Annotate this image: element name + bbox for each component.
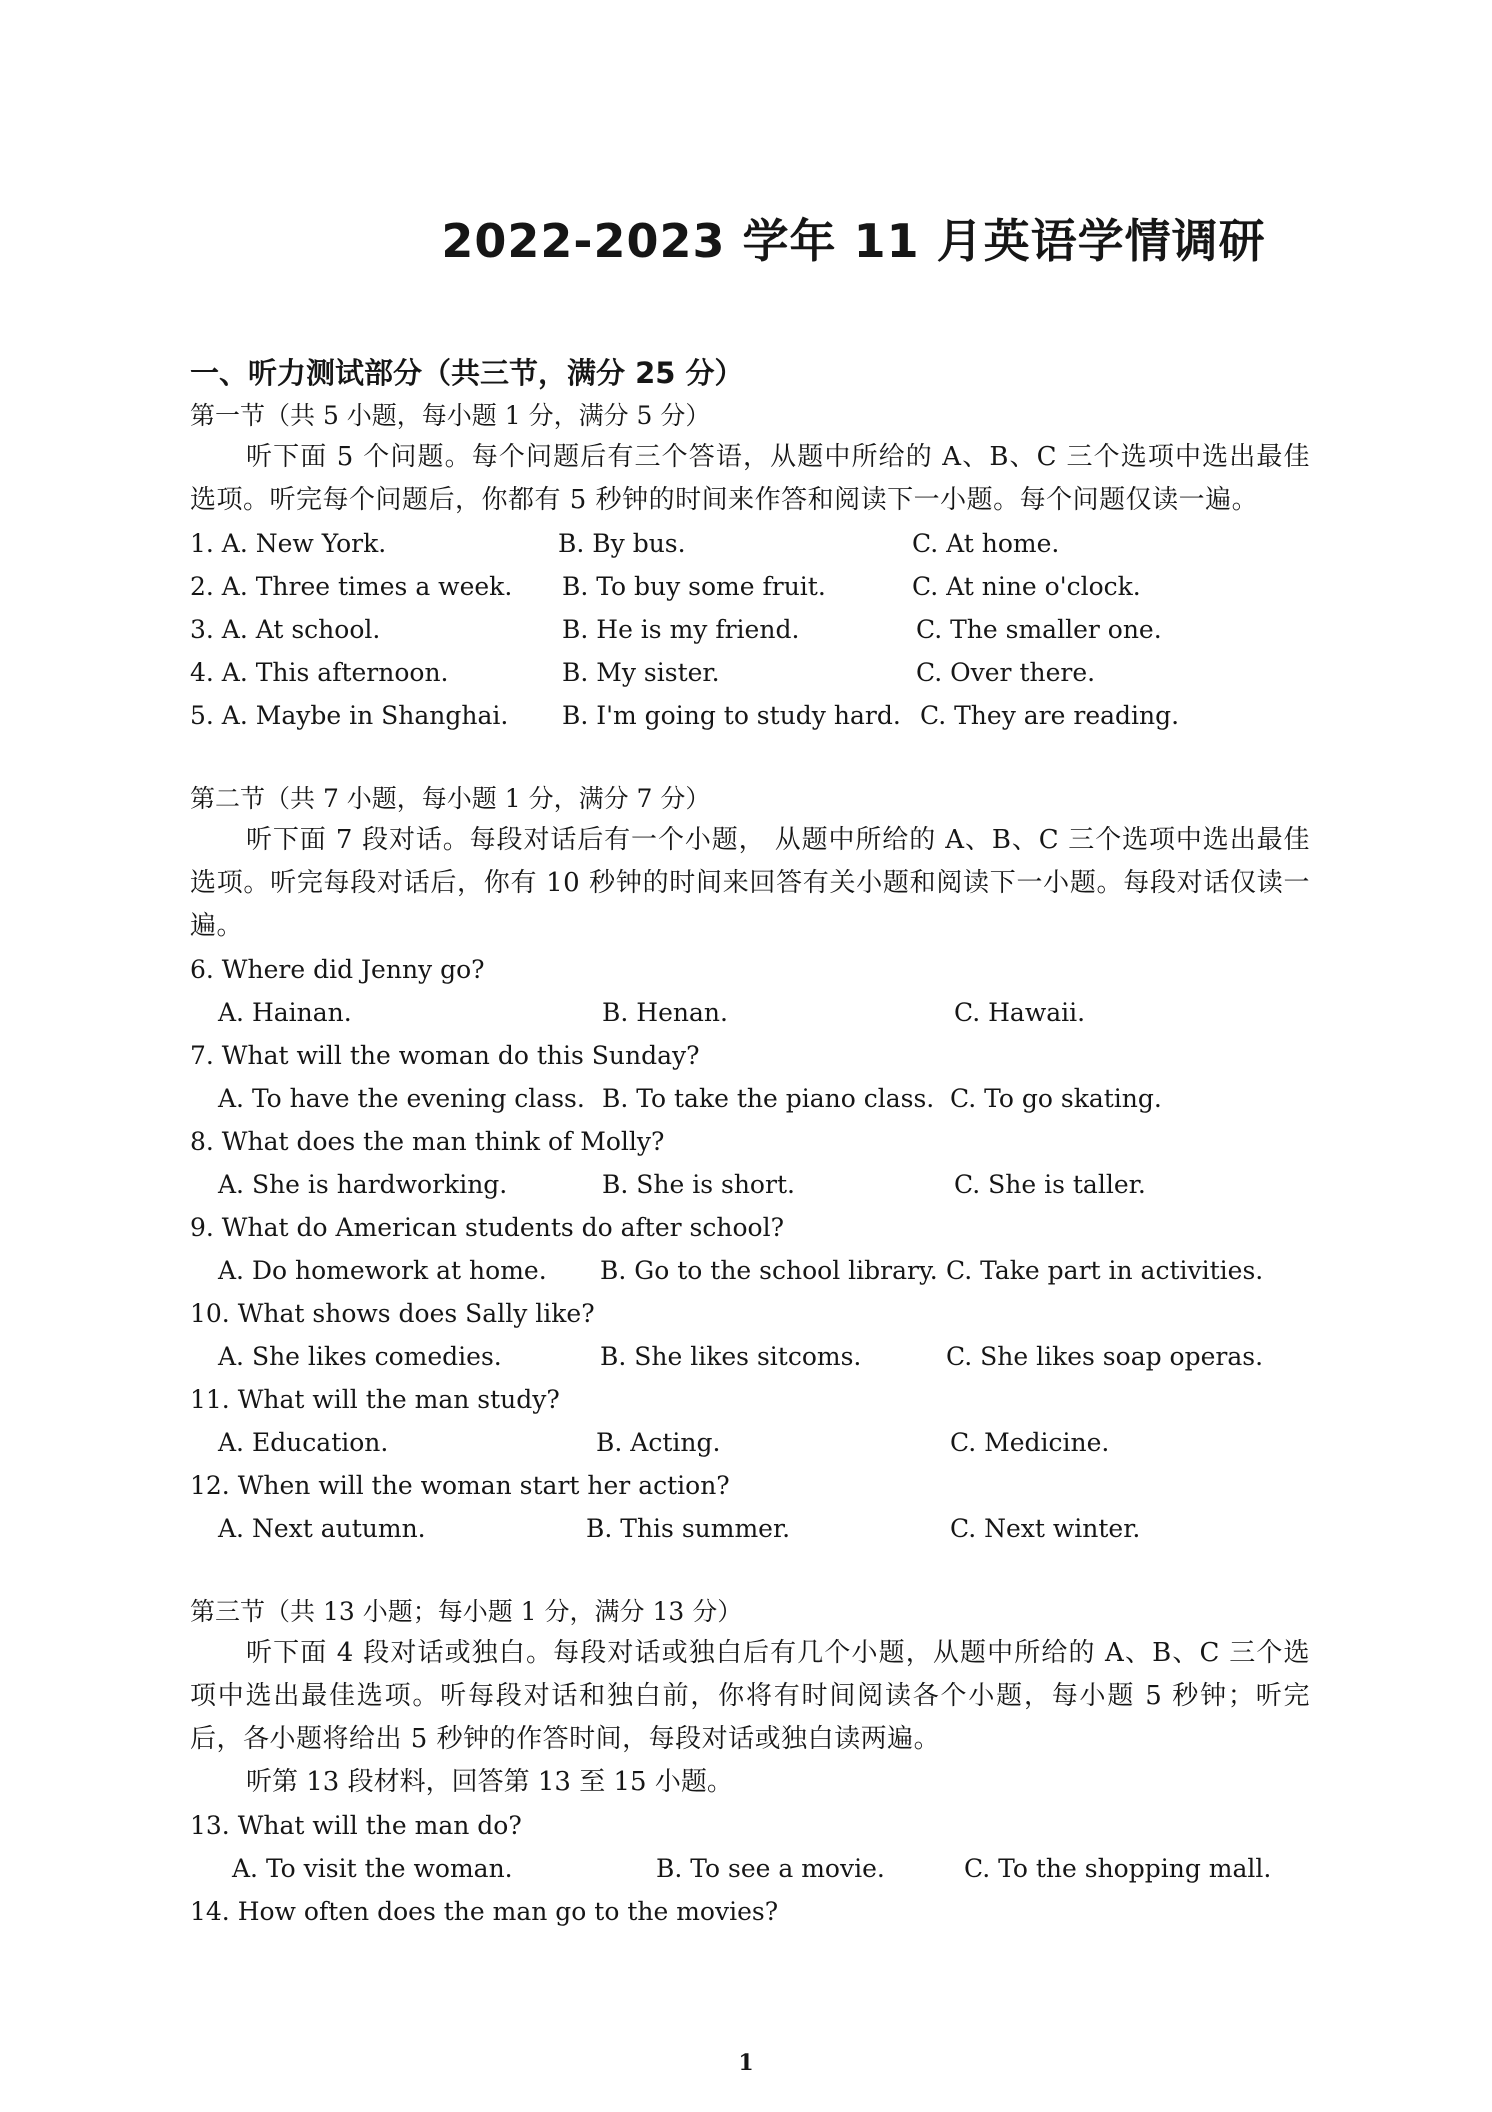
option-b: B. Go to the school library. [600,1256,938,1285]
options-row [190,1421,1310,1464]
option-a: A. She is hardworking. [218,1170,508,1199]
question-row [190,565,1310,608]
question-row [190,608,1310,651]
option-c: C. Over there. [916,658,1096,687]
option-a: 5. A. Maybe in Shanghai. [190,701,509,730]
option-c: C. Medicine. [950,1428,1110,1457]
option-b: B. To see a movie. [656,1854,885,1883]
option-c: C. To the shopping mall. [964,1854,1272,1883]
question-row [190,651,1310,694]
option-b: B. I'm going to study hard. [562,701,901,730]
option-a: 3. A. At school. [190,615,381,644]
option-c: C. At home. [912,529,1060,558]
section-instructions: 听下面 7 段对话。每段对话后有一个小题， 从题中所给的 A、B、C 三个选项中选出最佳选项。听完每段对话后，你有 10 秒钟的时间来回答有关小题和阅读下一小题。每段对话仅读一遍。 [190,825,1310,941]
option-b: B. Henan. [602,998,728,1027]
option-b: B. To take the piano class. [602,1084,935,1113]
spacer [190,737,1310,779]
option-a: 2. A. Three times a week. [190,572,513,601]
option-c: C. She likes soap operas. [946,1342,1264,1371]
option-c: C. Hawaii. [954,998,1086,1027]
option-a: A. Next autumn. [218,1514,426,1543]
page-number: 1 [738,2050,754,2076]
question-row [190,522,1310,565]
option-a: A. To visit the woman. [232,1854,513,1883]
question-text: 9. What do American students do after school? [190,1213,784,1242]
option-a: 4. A. This afternoon. [190,658,449,687]
options-row [190,1507,1310,1550]
option-b: B. She likes sitcoms. [600,1342,862,1371]
option-b: B. By bus. [558,529,686,558]
options-row [190,991,1310,1034]
options-row [190,1847,1310,1890]
option-a: A. Do homework at home. [218,1256,547,1285]
option-a: A. Hainan. [218,998,352,1027]
option-b: B. To buy some fruit. [562,572,826,601]
option-a: A. Education. [218,1428,389,1457]
options-row [190,1077,1310,1120]
section-instructions: 听下面 5 个问题。每个问题后有三个答语，从题中所给的 A、B、C 三个选项中选出最佳选项。听完每个问题后，你都有 5 秒钟的时间来作答和阅读下一小题。每个问题仅读一遍。 [190,442,1310,515]
option-b: B. This summer. [586,1514,791,1543]
options-row [190,1249,1310,1292]
option-c: C. Next winter. [950,1514,1141,1543]
option-a: A. To have the evening class. [218,1084,585,1113]
option-a: 1. A. New York. [190,529,387,558]
section-instructions: 听下面 4 段对话或独白。每段对话或独白后有几个小题，从题中所给的 A、B、C 三个选项中选出最佳选项。听每段对话和独白前，你将有时间阅读各个小题，每小题 5 秒钟；听完后，各小题将给出 5 秒钟的作答时间，每段对话或独白读两遍。 [190,1638,1310,1754]
question-text: 7. What will the woman do this Sunday? [190,1041,700,1070]
section-heading: 第一节（共 5 小题，每小题 1 分，满分 5 分） [190,401,711,430]
option-c: C. Take part in activities. [946,1256,1264,1285]
material-note: 听第 13 段材料，回答第 13 至 15 小题。 [246,1767,733,1797]
option-a: A. She likes comedies. [218,1342,502,1371]
question-text: 14. How often does the man go to the movies? [190,1897,779,1926]
question-text: 13. What will the man do? [190,1811,522,1840]
question-text: 6. Where did Jenny go? [190,955,485,984]
option-b: B. He is my friend. [562,615,800,644]
option-c: C. They are reading. [920,701,1180,730]
option-b: B. Acting. [596,1428,721,1457]
option-c: C. She is taller. [954,1170,1146,1199]
option-c: C. To go skating. [950,1084,1162,1113]
option-b: B. My sister. [562,658,720,687]
options-row [190,1335,1310,1378]
question-text: 11. What will the man study? [190,1385,560,1414]
section-heading: 第三节（共 13 小题；每小题 1 分，满分 13 分） [190,1597,743,1626]
question-text: 8. What does the man think of Molly? [190,1127,665,1156]
page-title: 2022-2023 学年 11 月英语学情调研 [441,214,1266,268]
question-text: 10. What shows does Sally like? [190,1299,595,1328]
question-row [190,694,1310,737]
part-heading: 一、听力测试部分（共三节，满分 25 分） [190,356,744,390]
options-row [190,1163,1310,1206]
option-c: C. The smaller one. [916,615,1162,644]
option-b: B. She is short. [602,1170,795,1199]
content-area [190,350,1310,1933]
option-c: C. At nine o'clock. [912,572,1141,601]
spacer [190,1550,1310,1592]
question-text: 12. When will the woman start her action? [190,1471,730,1500]
section-heading: 第二节（共 7 小题，每小题 1 分，满分 7 分） [190,784,711,813]
